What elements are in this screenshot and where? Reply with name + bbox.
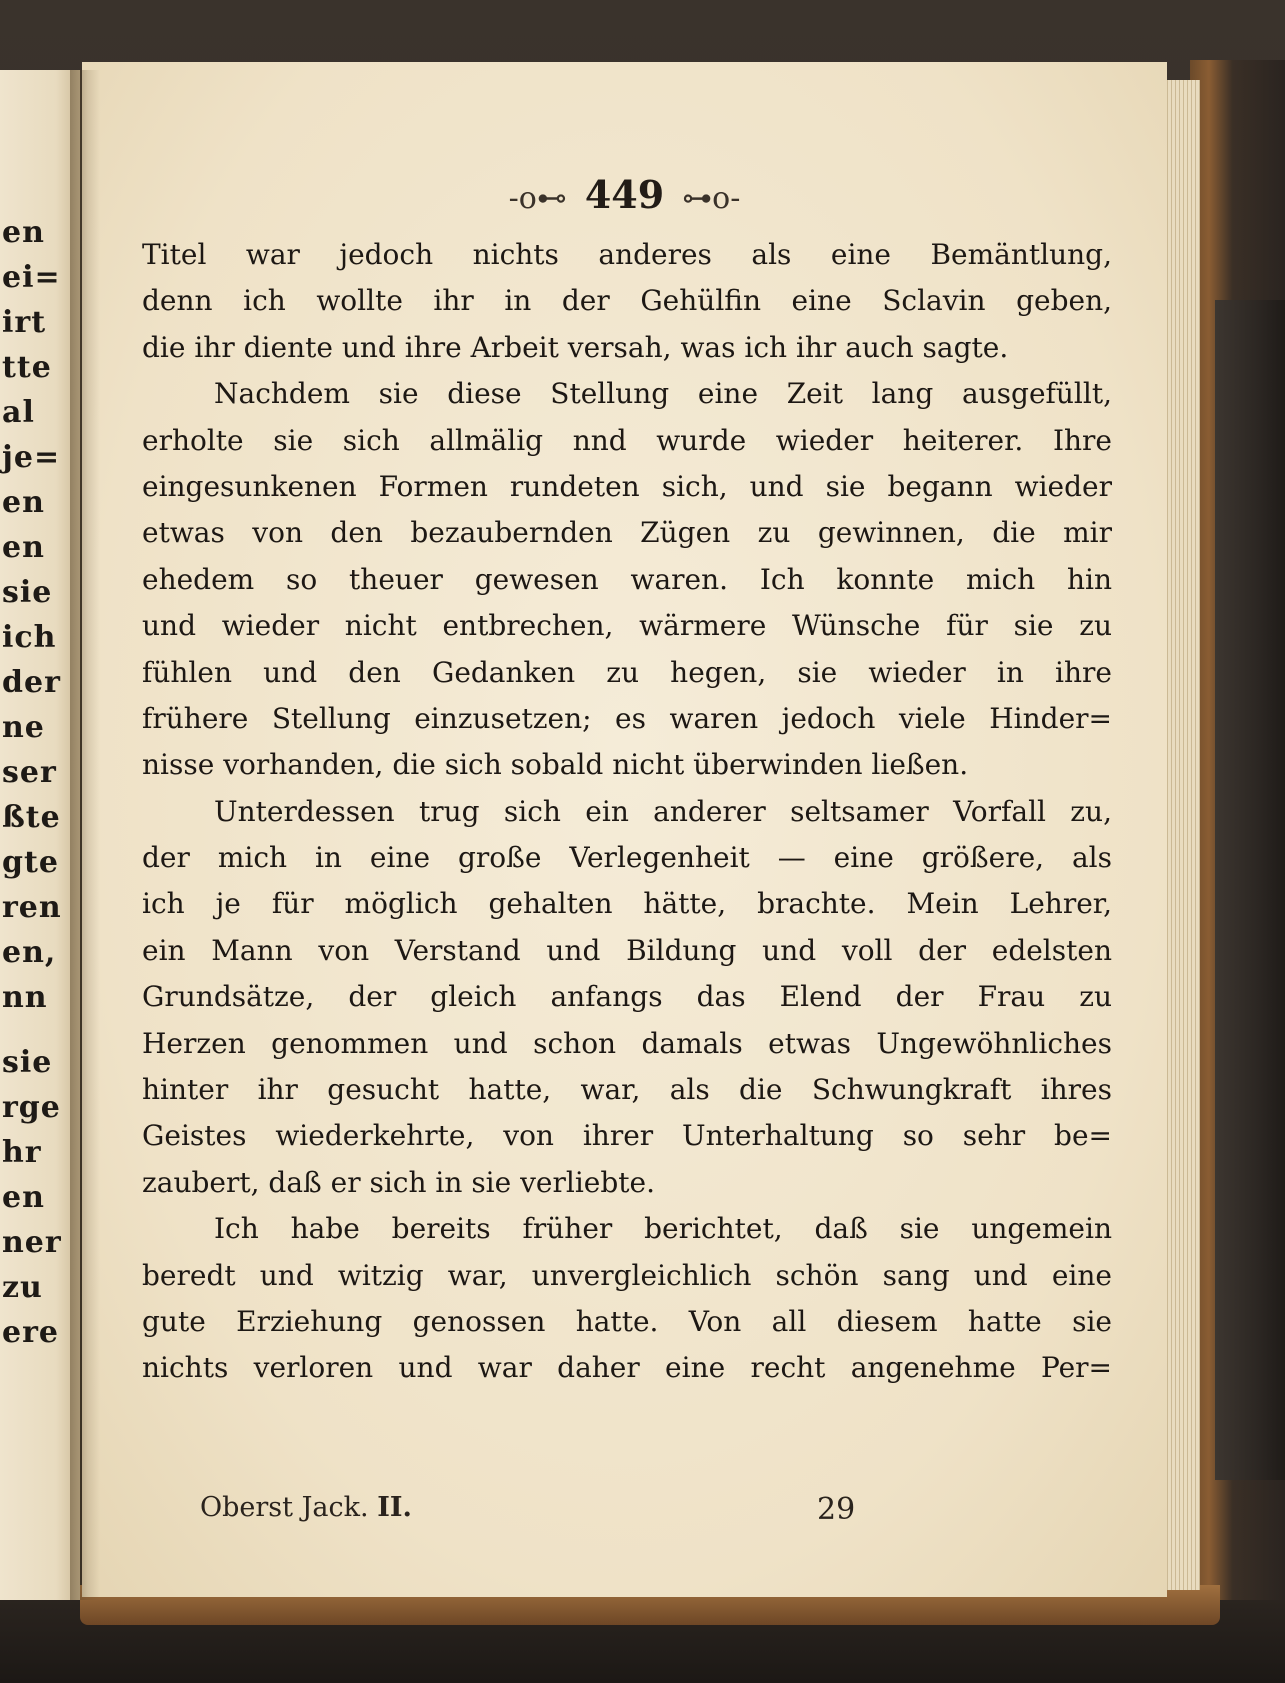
book-cover-leather <box>1215 300 1285 1480</box>
previous-page-fragment: sie <box>2 1045 53 1080</box>
text-line: denn ich wollte ihr in der Gehülfin eine Sclavin geben, <box>142 284 1112 318</box>
previous-page-fragment: ere <box>2 1315 59 1350</box>
signature-title: Oberst Jack. <box>200 1492 369 1523</box>
text-line: Titel war jedoch nichts anderes als eine Bemäntlung, <box>142 238 1112 271</box>
text-line: die ihr diente und ihre Arbeit versah, was ich ihr auch sagte. <box>142 330 1009 364</box>
text-line: beredt und witzig war, unvergleichlich schön sang und eine <box>142 1258 1112 1292</box>
previous-page-fragment: ser <box>2 755 57 790</box>
body-text <box>142 232 1112 1392</box>
previous-page-fragment: rge <box>2 1090 61 1125</box>
previous-page-fragment: al <box>2 395 35 430</box>
previous-page-fragment: en <box>2 485 45 520</box>
text-line: Nachdem sie diese Stellung eine Zeit lang ausgefüllt, <box>214 377 1112 411</box>
previous-page-fragment: ei= <box>2 260 61 295</box>
text-line: ich je für möglich gehalten hätte, brachte. Mein Lehrer, <box>142 887 1112 921</box>
text-line: etwas von den bezaubernden Zügen zu gewinnen, die mir <box>142 516 1112 550</box>
previous-page-fragment: ich <box>2 620 57 655</box>
previous-page-fragment: en, <box>2 935 57 970</box>
text-line: Grundsätze, der gleich anfangs das Elend der Frau zu <box>142 980 1112 1014</box>
text-line: frühere Stellung einzusetzen; es waren jedoch viele Hinder= <box>142 701 1112 735</box>
text-line: hinter ihr gesucht hatte, war, als die Schwungkraft ihres <box>142 1073 1112 1107</box>
text-line: der mich in eine große Verlegenheit — eine größere, als <box>142 841 1112 875</box>
previous-page-fragment: tte <box>2 350 52 385</box>
sheet-number: 29 <box>817 1492 856 1527</box>
page-header <box>82 172 1167 217</box>
gutter-shadow <box>70 70 100 1600</box>
previous-page-fragment: ne <box>2 710 45 745</box>
text-line: Unterdessen trug sich ein anderer seltsamer Vorfall zu, <box>214 794 1112 828</box>
previous-page-fragment: hr <box>2 1135 42 1170</box>
text-line: erholte sie sich allmälig nnd wurde wieder heiterer. Ihre <box>142 423 1112 457</box>
text-line: ehedem so theuer gewesen waren. Ich konnte mich hin <box>142 562 1112 596</box>
previous-page-fragment: je= <box>2 440 61 475</box>
previous-page-fragment: ßte <box>2 800 61 835</box>
previous-page-fragment: zu <box>2 1270 43 1305</box>
previous-page-fragment: nn <box>2 980 48 1015</box>
text-line: zaubert, daß er sich in sie verliebte. <box>142 1165 656 1199</box>
text-line: nisse vorhanden, die sich sobald nicht überwinden ließen. <box>142 748 969 782</box>
previous-page-fragment: en <box>2 530 45 565</box>
previous-page-fragment: irt <box>2 305 47 340</box>
text-line: Geistes wiederkehrte, von ihrer Unterhaltung so sehr be= <box>142 1119 1112 1153</box>
previous-page-fragment: en <box>2 1180 45 1215</box>
text-line: nichts verloren und war daher eine recht angenehme Per= <box>142 1351 1112 1385</box>
text-line: und wieder nicht entbrechen, wärmere Wünsche für sie zu <box>142 609 1112 643</box>
text-line: Ich habe bereits früher berichtet, daß sie ungemein <box>214 1212 1112 1246</box>
page-number: 449 <box>584 172 665 217</box>
text-line: ein Mann von Verstand und Bildung und voll der edelsten <box>142 933 1112 967</box>
previous-page-fragment: sie <box>2 575 53 610</box>
header-ornament-right: ⊶o- <box>682 181 741 216</box>
text-line: fühlen und den Gedanken zu hegen, sie wieder in ihre <box>142 655 1112 689</box>
header-ornament-left: -o⊷ <box>508 181 567 216</box>
text-line: eingesunkenen Formen rundeten sich, und sie begann wieder <box>142 469 1112 503</box>
current-page <box>82 62 1167 1597</box>
previous-page-fragment: der <box>2 665 61 700</box>
previous-page <box>0 70 80 1600</box>
previous-page-fragment: en <box>2 215 45 250</box>
previous-page-fragment: gte <box>2 845 59 880</box>
previous-page-fragment: ren <box>2 890 62 925</box>
signature-volume: II. <box>377 1492 412 1523</box>
text-line: Herzen genommen und schon damals etwas Ungewöhnliches <box>142 1026 1112 1060</box>
text-line: gute Erziehung genossen hatte. Von all diesem hatte sie <box>142 1304 1112 1338</box>
signature-mark <box>200 1492 412 1523</box>
previous-page-fragment: ner <box>2 1225 62 1260</box>
